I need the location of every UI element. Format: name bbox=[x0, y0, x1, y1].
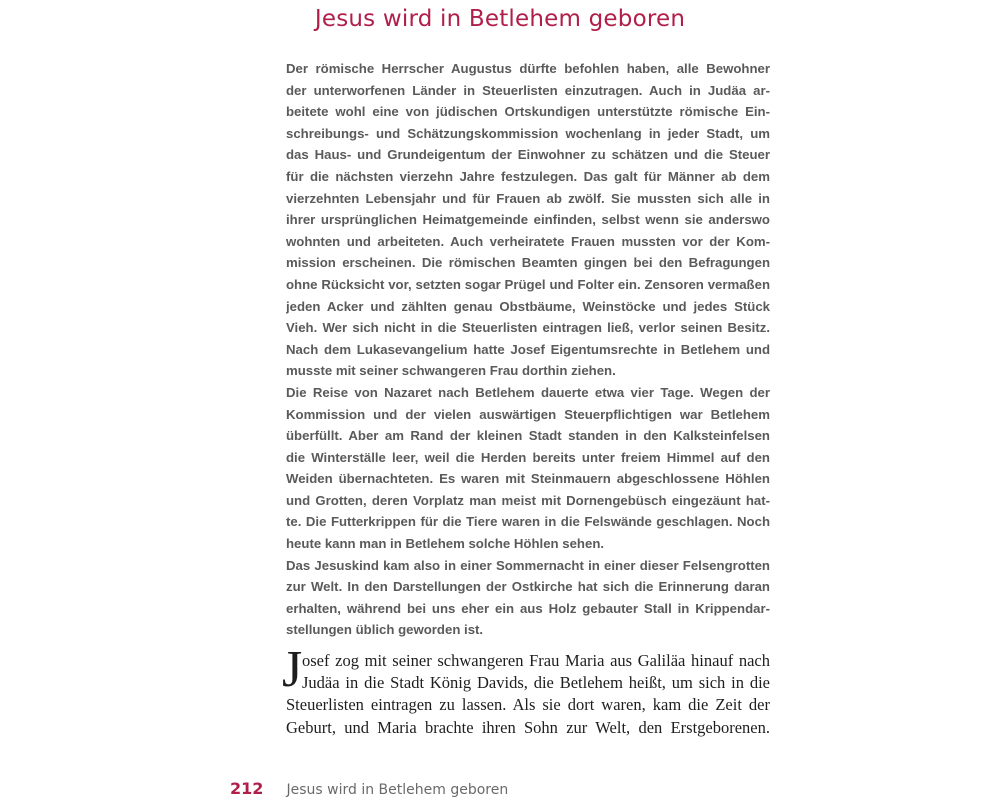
commentary-line: jeden Acker und zählten genau Obstbäume, Weinstöcke und jedes Stück bbox=[286, 298, 770, 314]
commentary-line: Nach dem Lukasevangelium hatte Josef Eigentumsrechte in Betlehem und bbox=[286, 341, 770, 357]
commentary-line: stellungen üblich geworden ist. bbox=[286, 622, 484, 638]
commentary-line: schreibungs- und Schätzungskommission wochenlang in jeder Stadt, um bbox=[286, 125, 770, 141]
page-number: 212 bbox=[230, 779, 264, 798]
commentary-line: ohne Rücksicht vor, setzten sogar Prügel und Folter ein. Zensoren vermaßen bbox=[286, 276, 770, 292]
commentary-line: für die nächsten vierzehn Jahre festzulegen. Das galt für Männer ab dem bbox=[286, 168, 770, 184]
commentary-line: Der römische Herrscher Augustus dürfte befohlen haben, alle Bewohner bbox=[286, 61, 770, 76]
commentary-line: und Grotten, deren Vorplatz man meist mit Dornengebüsch eingezäunt hat- bbox=[286, 492, 770, 508]
drop-cap: J bbox=[282, 641, 303, 698]
page-footer bbox=[230, 779, 508, 798]
commentary-line: musste mit seiner schwangeren Frau dorthin ziehen. bbox=[286, 363, 616, 379]
commentary-line: te. Die Futterkrippen für die Tiere waren in die Felswände geschlagen. Noch bbox=[286, 514, 770, 530]
commentary-line: heute kann man in Betlehem solche Höhlen sehen. bbox=[286, 536, 605, 552]
commentary-line: Die Reise von Nazaret nach Betlehem dauerte etwa vier Tage. Wegen der bbox=[286, 384, 770, 400]
scripture-line: Judäa in die Stadt König Davids, die Betlehem heißt, um sich in die bbox=[302, 673, 770, 693]
commentary-line: der unterworfenen Länder in Steuerlisten einzutragen. Auch in Judäa ar- bbox=[286, 82, 770, 98]
commentary-line: die Winterställe leer, weil die Herden bereits unter freiem Himmel auf den bbox=[286, 449, 770, 465]
scripture-line: Steuerlisten eintragen zu lassen. Als sie dort waren, kam die Zeit der bbox=[286, 695, 770, 715]
scripture-line: Geburt, und Maria brachte ihren Sohn zur Welt, den Erstgeborenen. bbox=[286, 717, 770, 737]
page-title: Jesus wird in Betlehem geboren bbox=[314, 6, 686, 32]
running-head: Jesus wird in Betlehem geboren bbox=[286, 782, 509, 798]
commentary-line: das Haus- und Grundeigentum der Einwohner zu schätzen und die Steuer bbox=[286, 147, 770, 163]
commentary-line: erhalten, während bei uns eher ein aus Holz gebauter Stall in Krippendar- bbox=[286, 600, 770, 616]
commentary-line: zur Welt. In den Darstellungen der Ostkirche hat sich die Erinnerung daran bbox=[286, 579, 770, 595]
scripture-line: osef zog mit seiner schwangeren Frau Maria aus Galiläa hinauf nach bbox=[302, 651, 770, 670]
commentary-line: wohnten und arbeiteten. Auch verheiratete Frauen mussten vor der Kom- bbox=[286, 233, 770, 249]
commentary-line: beitete wohl eine von jüdischen Ortskundigen unterstützte römische Ein- bbox=[286, 104, 770, 120]
scripture-passage bbox=[286, 650, 770, 739]
commentary-line: mission erscheinen. Die römischen Beamten gingen bei den Befragungen bbox=[286, 255, 770, 271]
commentary-line: vierzehnten Lebensjahr und für Frauen ab zwölf. Sie mussten sich alle in bbox=[286, 190, 770, 206]
commentary-text bbox=[286, 58, 770, 641]
commentary-line: Das Jesuskind kam also in einer Sommernacht in einer dieser Felsengrotten bbox=[286, 557, 770, 573]
commentary-line: Vieh. Wer sich nicht in die Steuerlisten eintragen ließ, verlor seinen Besitz. bbox=[286, 320, 770, 336]
commentary-line: überfüllt. Aber am Rand der kleinen Stadt standen in den Kalksteinfelsen bbox=[286, 428, 770, 444]
commentary-line: Kommission und der vielen auswärtigen Steuerpflichtigen war Betlehem bbox=[286, 406, 770, 422]
commentary-line: Weiden übernachteten. Es waren mit Steinmauern abgeschlossene Höhlen bbox=[286, 471, 770, 487]
commentary-line: ihrer ursprünglichen Heimatgemeinde einfinden, selbst wenn sie anderswo bbox=[286, 212, 770, 228]
